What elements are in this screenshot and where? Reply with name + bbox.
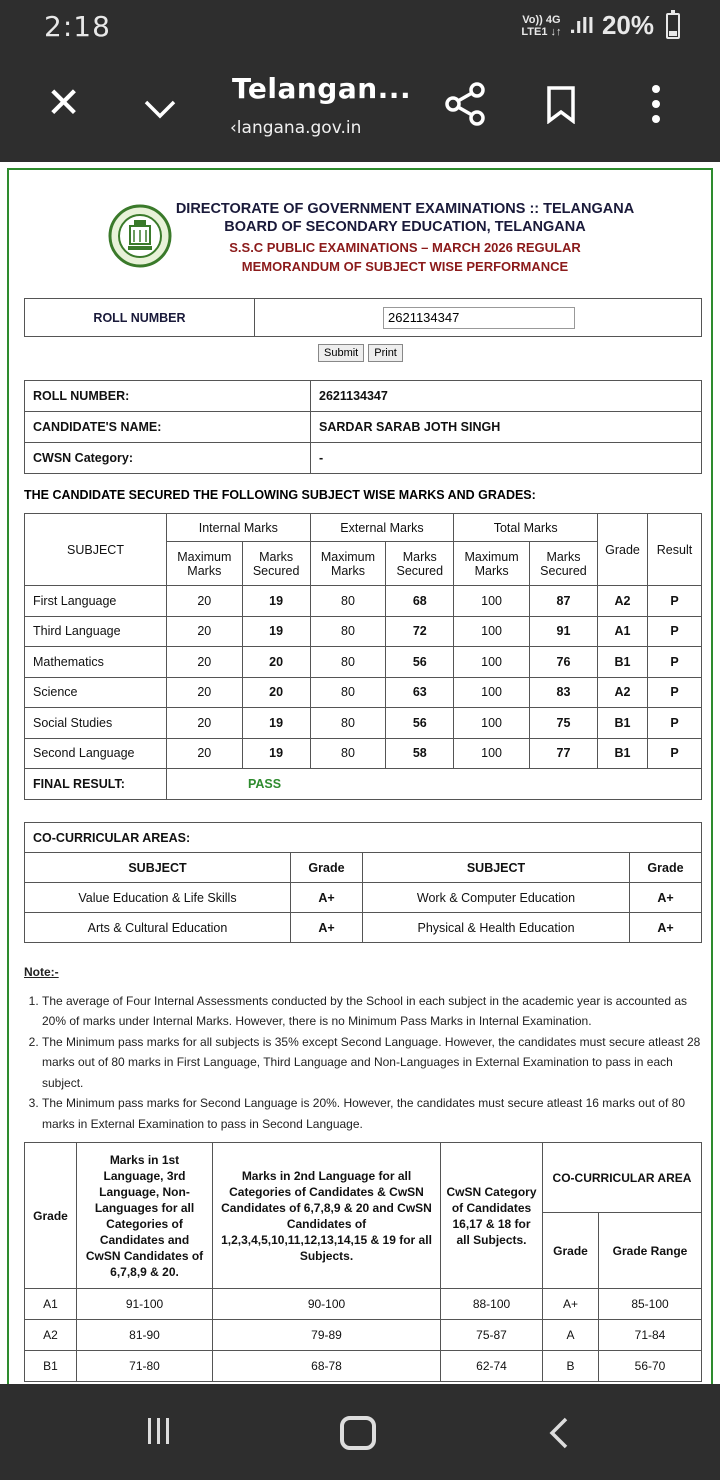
- table-row: Social Studies 20 19 80 56 100 75 B1 P: [25, 708, 702, 739]
- table-row: Second Language 20 19 80 58 100 77 B1 P: [25, 738, 702, 769]
- co-curricular-heading: CO-CURRICULAR AREAS:: [25, 823, 702, 853]
- browser-toolbar: [0, 50, 720, 162]
- status-icons: [521, 10, 680, 41]
- table-row: B1 71-80 68-78 62-74 B 56-70: [25, 1351, 702, 1382]
- note-item: 2. The Minimum pass marks for all subjects is 35% except Second Language. However, the candidates must secure atleast 28 marks out of 80 marks in First Language, Third Language and Non-Languages in External Examination to pass in each subject.: [42, 1032, 704, 1094]
- table-row: Mathematics 20 20 80 56 100 76 B1 P: [25, 647, 702, 678]
- table-row: Value Education & Life Skills A+ Work & Computer Education A+: [25, 883, 702, 913]
- roll-number-form: [24, 298, 702, 337]
- note-item: 3. The Minimum pass marks for Second Language is 20%. However, the candidates must secure atleast 16 marks out of 80 marks in External Examination to pass in Second Language.: [42, 1093, 704, 1134]
- table-row: Third Language 20 19 80 72 100 91 A1 P: [25, 616, 702, 647]
- candidate-name-value: SARDAR SARAB JOTH SINGH: [311, 412, 702, 443]
- signal-icon: .ıll: [569, 12, 594, 38]
- header-directorate: DIRECTORATE OF GOVERNMENT EXAMINATIONS :: TELANGANA: [175, 201, 635, 217]
- print-button[interactable]: Print: [368, 344, 403, 362]
- page-header: [170, 200, 640, 276]
- table-row: CANDIDATE'S NAME: SARDAR SARAB JOTH SINGH: [25, 412, 702, 443]
- notes-title: Note:-: [24, 965, 59, 979]
- table-row: CWSN Category: -: [25, 443, 702, 474]
- recent-apps-icon[interactable]: [146, 1416, 172, 1446]
- bookmark-icon[interactable]: [546, 86, 576, 124]
- form-buttons: [318, 344, 403, 362]
- co-curricular-table: CO-CURRICULAR AREAS: SUBJECT Grade SUBJECT Grade Value Education & Life Skills A+ Work & Computer Education A+ Arts & Cultural Education A+ Physical & Health Education A+: [24, 822, 702, 943]
- system-nav-bar: [0, 1384, 720, 1480]
- header-exam: S.S.C PUBLIC EXAMINATIONS – MARCH 2026 REGULAR: [229, 240, 581, 255]
- battery-percent: 20%: [601, 10, 654, 40]
- back-icon[interactable]: [544, 1416, 574, 1450]
- page-url: ‹langana.gov.in: [230, 118, 362, 138]
- battery-icon: [666, 13, 680, 39]
- roll-number-input[interactable]: [383, 307, 575, 329]
- note-item: 1. The average of Four Internal Assessments conducted by the School in each subject in the academic year is accounted as 20% of marks under Internal Marks. However, there is no Minimum Pass Marks in Internal Examination.: [42, 991, 704, 1032]
- telangana-emblem-logo: [108, 204, 172, 268]
- table-row: A1 91-100 90-100 88-100 A+ 85-100: [25, 1289, 702, 1320]
- header-board: BOARD OF SECONDARY EDUCATION, TELANGANA: [224, 219, 586, 235]
- submit-button[interactable]: Submit: [318, 344, 364, 362]
- network-indicator: Vo)) 4G LTE1 ↓↑: [521, 13, 562, 38]
- marks-heading: THE CANDIDATE SECURED THE FOLLOWING SUBJECT WISE MARKS AND GRADES:: [24, 488, 536, 502]
- web-page: [0, 162, 720, 1384]
- final-result-row: FINAL RESULT: PASS: [25, 769, 702, 800]
- share-icon[interactable]: [444, 82, 486, 126]
- more-options-icon[interactable]: [648, 84, 664, 124]
- table-row: Science 20 20 80 63 100 83 A2 P: [25, 677, 702, 708]
- header-memorandum: MEMORANDUM OF SUBJECT WISE PERFORMANCE: [241, 259, 569, 274]
- chevron-down-icon[interactable]: [140, 90, 180, 130]
- table-row: ROLL NUMBER: 2621134347: [25, 381, 702, 412]
- page-title: Telangan...: [232, 72, 412, 105]
- table-row: Arts & Cultural Education A+ Physical & Health Education A+: [25, 913, 702, 943]
- table-row: First Language 20 19 80 68 100 87 A2 P: [25, 586, 702, 617]
- table-row: A2 81-90 79-89 75-87 A 71-84: [25, 1320, 702, 1351]
- notes-section: [24, 962, 704, 1134]
- roll-number-value: 2621134347: [311, 381, 702, 412]
- close-icon[interactable]: ✕: [46, 78, 82, 127]
- home-icon[interactable]: [340, 1416, 376, 1450]
- final-result-value: PASS: [248, 776, 282, 791]
- candidate-details-table: [24, 380, 702, 474]
- subject-marks-table: SUBJECT Internal Marks External Marks Total Marks Grade Result Maximum Marks Marks Secured Maximum Marks Marks Secured Maximum Marks Marks Secured First Language 20 19 80 68 100 87 A2 P Third Language 20 19 80 72 100 91 A1 P Mathematics 20 20 80 56 100 76 B1 P Science 20 20 80 63 100 83 A2 P Social Studies 20 19 80 56 100 75 B1 P Second Language 20 19 80 58 100 77 B1 P FINAL RESULT: PASS: [24, 513, 702, 800]
- cwsn-category-value: -: [311, 443, 702, 474]
- status-bar: [0, 0, 720, 50]
- status-time: 2:18: [44, 10, 111, 43]
- grade-scale-table: Grade Marks in 1st Language, 3rd Language, Non-Languages for all Categories of Candidates and CwSN Candidates of 6,7,8,9 & 20. Marks in 2nd Language for all Categories of Candidates & CwSN Candidates of 6,7,8,9 & 20 and CwSN Candidates of 1,2,3,4,5,10,11,12,13,14,15 & 19 for all Subjects. CwSN Category of Candidates 16,17 & 18 for all Subjects. CO-CURRICULAR AREA Grade Grade Range A1 91-100 90-100 88-100 A+ 85-100 A2 81-90 79-89 75-87 A 71-84 B1 71-80 68-78 62-74 B 56-70: [24, 1142, 702, 1382]
- roll-number-label: ROLL NUMBER: [25, 299, 255, 337]
